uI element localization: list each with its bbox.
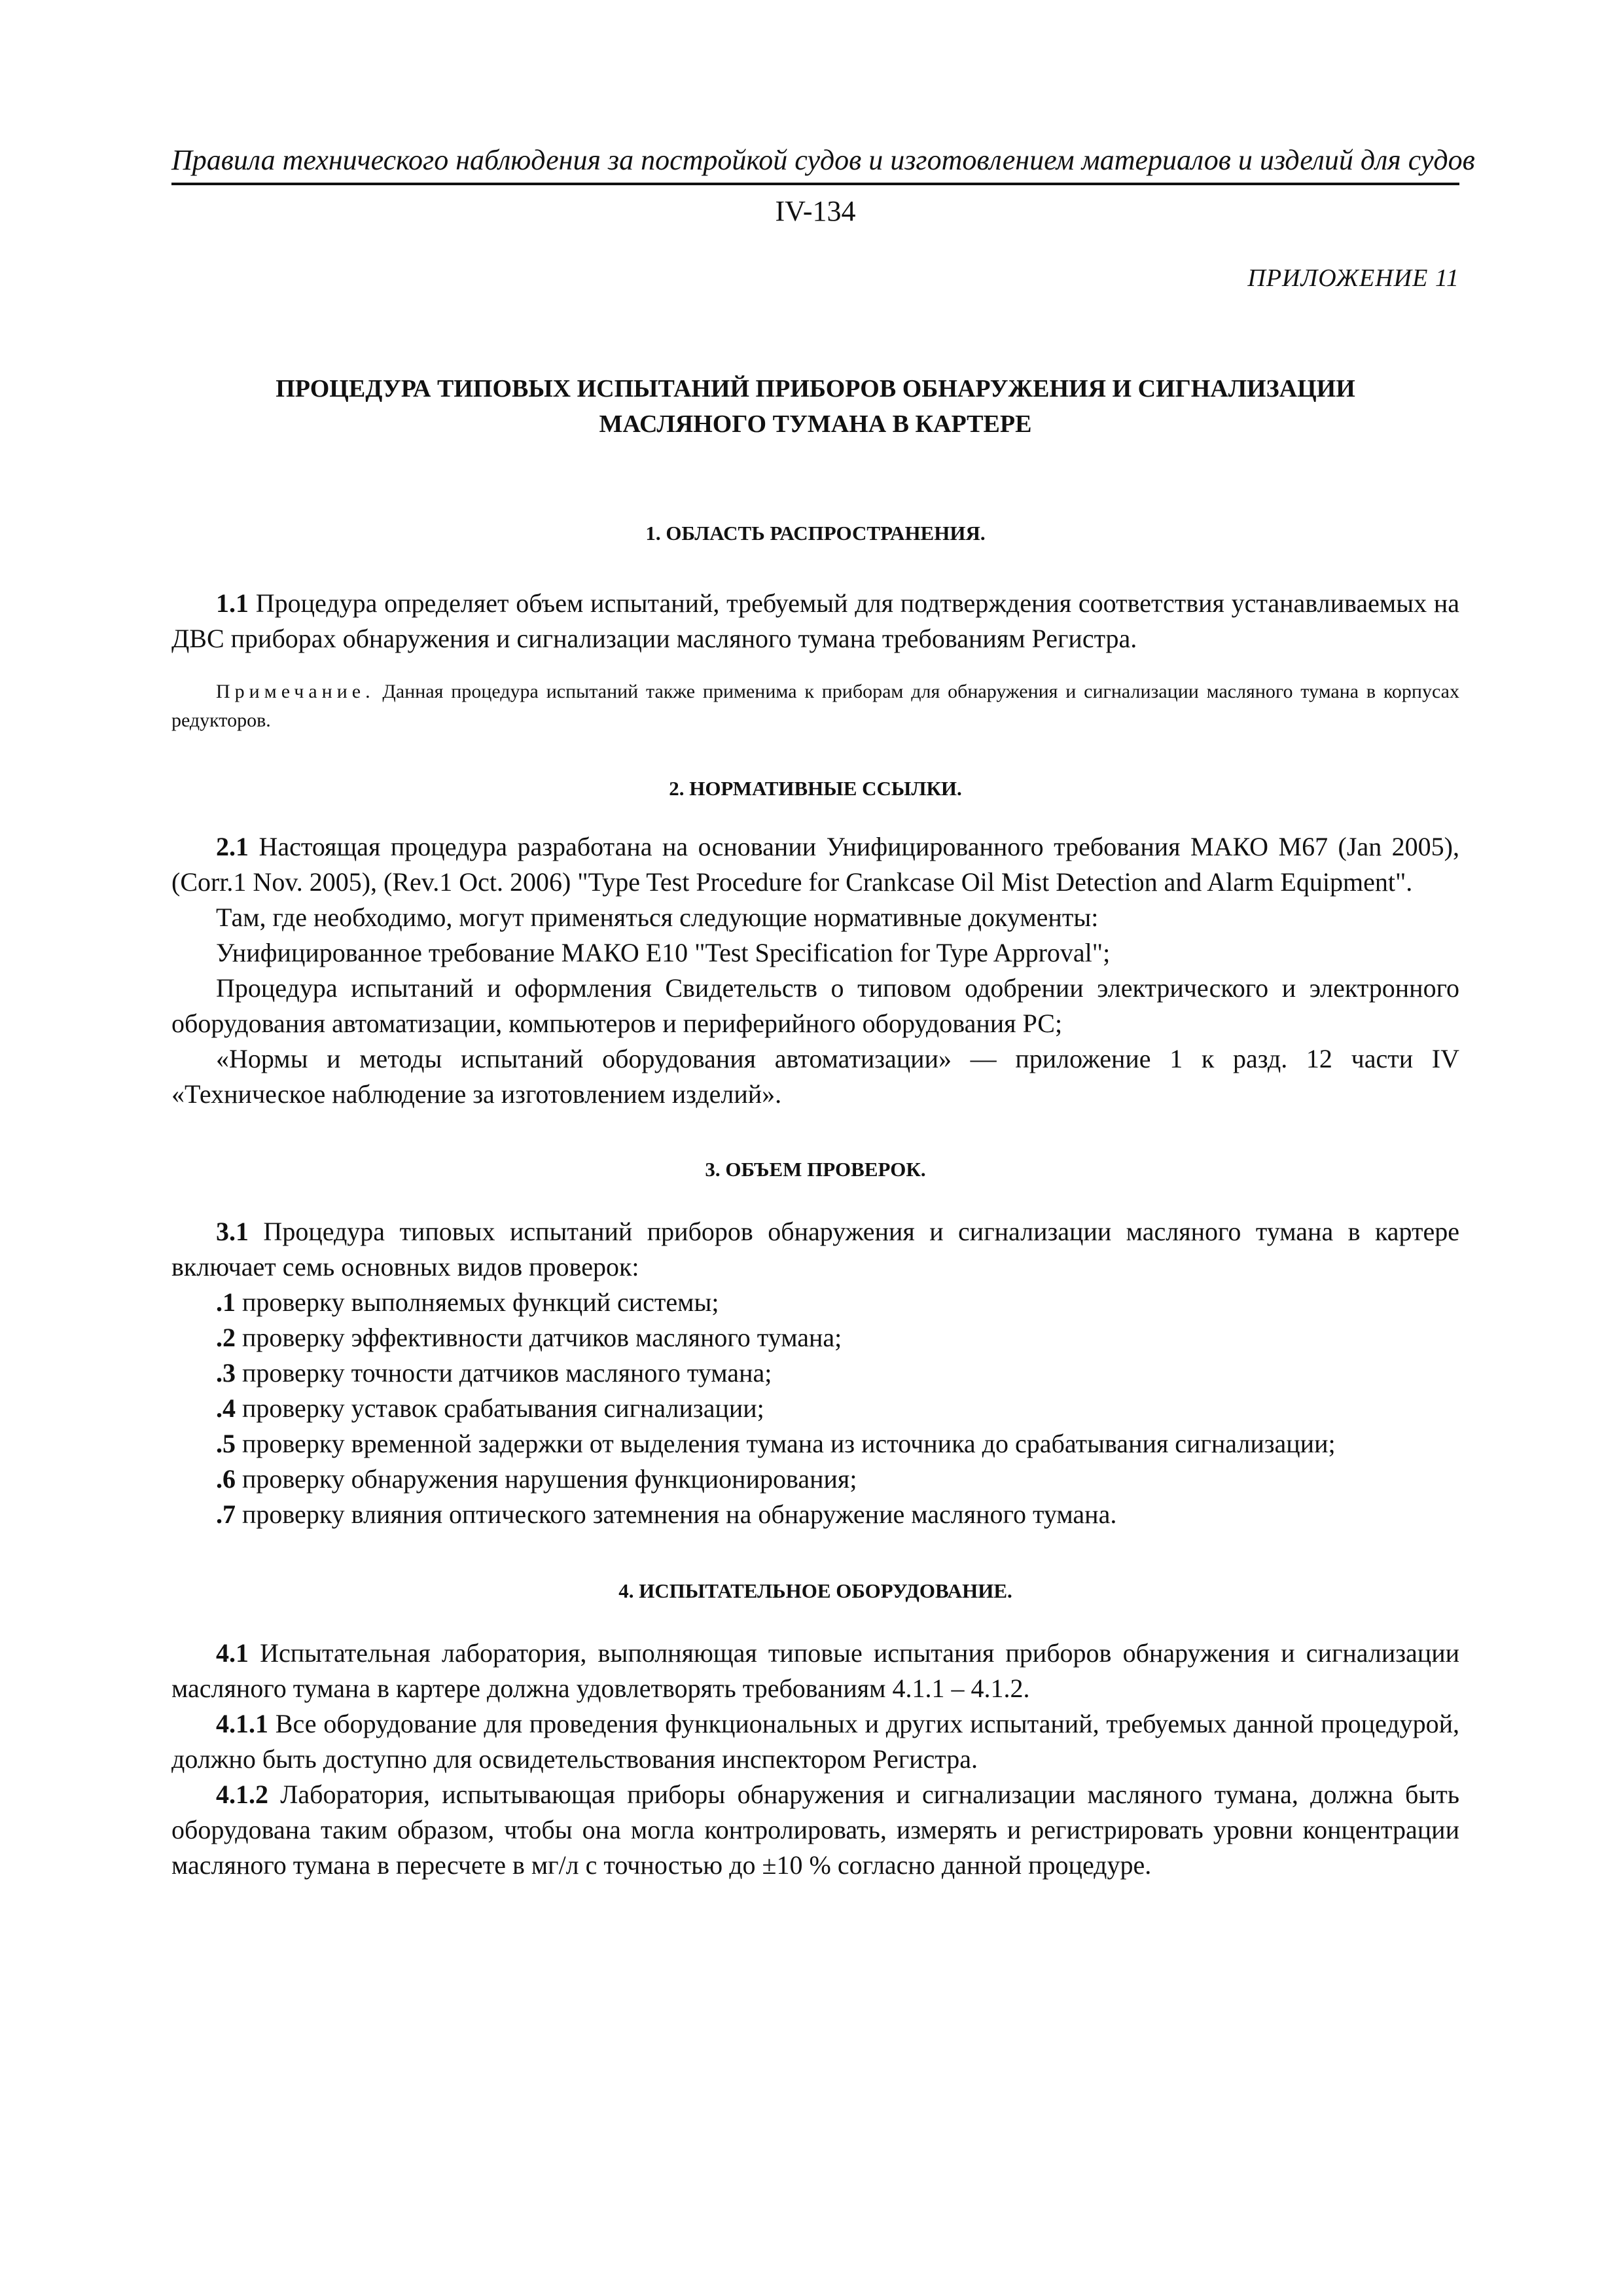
note-label: Примечание. bbox=[216, 681, 375, 702]
item-text: проверку эффективности датчиков масляного тумана; bbox=[236, 1323, 842, 1352]
item-number: .3 bbox=[216, 1358, 236, 1388]
item-number: .7 bbox=[216, 1499, 236, 1529]
item-number: .1 bbox=[216, 1287, 236, 1317]
list-item bbox=[171, 1320, 1459, 1355]
item-text: проверку точности датчиков масляного тумана; bbox=[236, 1358, 772, 1388]
item-number: .6 bbox=[216, 1464, 236, 1494]
paragraph-number: 1.1 bbox=[216, 588, 249, 618]
paragraph-text: Лаборатория, испытывающая приборы обнаружения и сигнализации масляного тумана, должна быть оборудована таким образом, чтобы она могла контролировать, измерять и регистрировать уровни концентрации масляного тумана в пересчете в мг/л с точностью до ±10 % согласно данной процедуре. bbox=[171, 1780, 1459, 1880]
list-item bbox=[171, 1426, 1459, 1462]
paragraph-number: 4.1.1 bbox=[216, 1709, 268, 1738]
section-4-heading: 4. ИСПЫТАТЕЛЬНОЕ ОБОРУДОВАНИЕ. bbox=[618, 1579, 1012, 1602]
paragraph-3-1 bbox=[171, 1214, 1459, 1285]
item-text: проверку временной задержки от выделения тумана из источника до срабатывания сигнализации; bbox=[236, 1429, 1336, 1458]
paragraph-text: Унифицированное требование МАКО Е10 "Test Specification for Type Approval"; bbox=[216, 938, 1111, 967]
item-text: проверку выполняемых функций системы; bbox=[236, 1287, 719, 1317]
item-number: .5 bbox=[216, 1429, 236, 1458]
appendix-label: ПРИЛОЖЕНИЕ 11 bbox=[1247, 264, 1459, 292]
note bbox=[171, 677, 1459, 735]
paragraph-1-1 bbox=[171, 586, 1459, 656]
paragraph-text: Там, где необходимо, могут применяться следующие нормативные документы: bbox=[216, 903, 1099, 932]
item-text: проверку уставок срабатывания сигнализации; bbox=[236, 1393, 764, 1423]
header-rule bbox=[171, 183, 1459, 185]
paragraph-text: Все оборудование для проведения функциональных и других испытаний, требуемых данной процедурой, должно быть доступно для освидетельствования инспектором Регистра. bbox=[171, 1709, 1459, 1774]
paragraph-4-1-2 bbox=[171, 1777, 1459, 1883]
document-page bbox=[171, 141, 1475, 1883]
section-2-heading: 2. НОРМАТИВНЫЕ ССЫЛКИ. bbox=[669, 777, 962, 800]
paragraph-number: 2.1 bbox=[216, 832, 249, 861]
list-item bbox=[171, 1462, 1459, 1497]
paragraph-text: «Нормы и методы испытаний оборудования автоматизации» — приложение 1 к разд. 12 части IV «Техническое наблюдение за изготовлением изделий». bbox=[171, 1044, 1459, 1109]
paragraph-4-1-1 bbox=[171, 1706, 1459, 1777]
paragraph-number: 3.1 bbox=[216, 1217, 249, 1246]
list-item bbox=[171, 1285, 1459, 1320]
item-number: .4 bbox=[216, 1393, 236, 1423]
paragraph-text: Процедура определяет объем испытаний, требуемый для подтверждения соответствия устанавливаемых на ДВС приборах обнаружения и сигнализации масляного тумана требованиям Регистра. bbox=[171, 588, 1459, 653]
running-header: Правила технического наблюдения за постройкой судов и изготовлением материалов и изделий для судов bbox=[171, 144, 1475, 176]
note-text: Данная процедура испытаний также применима к приборам для обнаружения и сигнализации масляного тумана в корпусах редукторов. bbox=[171, 681, 1459, 731]
list-item bbox=[171, 1497, 1459, 1532]
section-3-heading: 3. ОБЪЕМ ПРОВЕРОК. bbox=[705, 1158, 926, 1181]
title-line-1: ПРОЦЕДУРА ТИПОВЫХ ИСПЫТАНИЙ ПРИБОРОВ ОБНАРУЖЕНИЯ И СИГНАЛИЗАЦИИ bbox=[276, 375, 1355, 403]
paragraph-text: Процедура испытаний и оформления Свидетельств о типовом одобрении электрического и электронного оборудования автоматизации, компьютеров и периферийного оборудования РС; bbox=[171, 973, 1459, 1038]
title-line-2: МАСЛЯНОГО ТУМАНА В КАРТЕРЕ bbox=[599, 410, 1032, 438]
page-number: IV-134 bbox=[775, 195, 856, 227]
paragraph-number: 4.1 bbox=[216, 1638, 249, 1668]
paragraph-text: Процедура типовых испытаний приборов обнаружения и сигнализации масляного тумана в картере включает семь основных видов проверок: bbox=[171, 1217, 1459, 1282]
paragraph-2-1 bbox=[171, 829, 1459, 900]
item-text: проверку влияния оптического затемнения на обнаружение масляного тумана. bbox=[236, 1499, 1117, 1529]
document-title bbox=[171, 371, 1459, 442]
checks-list bbox=[171, 1285, 1459, 1532]
paragraph-number: 4.1.2 bbox=[216, 1780, 268, 1809]
item-text: проверку обнаружения нарушения функционирования; bbox=[236, 1464, 857, 1494]
paragraph-4-1 bbox=[171, 1636, 1459, 1706]
paragraph-text: Настоящая процедура разработана на основании Унифицированного требования МАКО М67 (Jan 2005), (Corr.1 Nov. 2005), (Rev.1 Oct. 2006) "Type Test Procedure for Crankcase Oil Mist Detection and Alarm Equipment". bbox=[171, 832, 1459, 897]
list-item bbox=[171, 1391, 1459, 1426]
section-1-heading: 1. ОБЛАСТЬ РАСПРОСТРАНЕНИЯ. bbox=[645, 522, 986, 545]
paragraph-text: Испытательная лаборатория, выполняющая типовые испытания приборов обнаружения и сигнализации масляного тумана в картере должна удовлетворять требованиям 4.1.1 – 4.1.2. bbox=[171, 1638, 1459, 1703]
item-number: .2 bbox=[216, 1323, 236, 1352]
list-item bbox=[171, 1355, 1459, 1391]
